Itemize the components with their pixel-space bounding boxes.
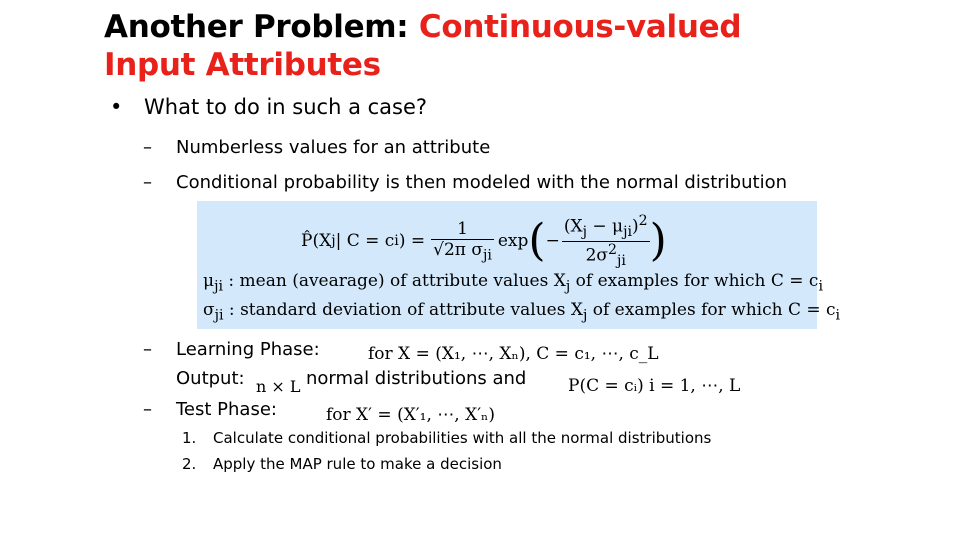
- test-phase-label: [176, 399, 277, 421]
- minus-sign: −: [545, 231, 560, 251]
- title-part1: Another Problem:: [104, 9, 419, 45]
- paren-open: (: [528, 215, 546, 266]
- gaussian-formula: [301, 209, 667, 273]
- formula-lhs: P̂(X: [301, 231, 332, 251]
- test-label: Test Phase: [176, 399, 271, 420]
- formula-box: [197, 201, 841, 329]
- step-number: 2.: [182, 455, 197, 473]
- fraction-denominator: [431, 240, 494, 263]
- learning-label: Learning Phase: [176, 339, 314, 360]
- paren-close: ): [649, 215, 667, 266]
- colon: :: [270, 399, 277, 420]
- bullet-text: What to do in such a case?: [144, 95, 428, 119]
- mu-sub: ji: [214, 278, 223, 295]
- ed3: ji: [617, 252, 626, 269]
- test-math: for X′ = (X′₁, ⋯, X′ₙ): [326, 405, 496, 425]
- mu-definition: [203, 271, 823, 294]
- output-label: Output:: [176, 368, 245, 389]
- output-math2: P(C = cᵢ) i = 1, ⋯, L: [568, 376, 741, 396]
- sigma-definition: [203, 300, 840, 323]
- sigma-text: : standard deviation of attribute values X: [223, 300, 583, 320]
- sigma-symbol: σ: [203, 300, 215, 320]
- ed2: 2: [607, 241, 617, 258]
- den-text: √2π σ: [433, 239, 483, 260]
- colon: :: [313, 339, 320, 360]
- sigma-sub: ji: [214, 307, 224, 324]
- mu-symbol: μ: [203, 271, 215, 291]
- en4: ji: [623, 224, 632, 241]
- exp-denominator: [562, 242, 650, 269]
- en5: ): [632, 217, 639, 238]
- title-accent-line2: Input Attributes: [104, 47, 381, 83]
- den-sub: ji: [482, 247, 492, 264]
- learning-phase-label: [176, 339, 320, 361]
- bullet-dot: •: [110, 95, 123, 119]
- title-accent: Continuous-valued: [418, 9, 742, 45]
- step-text: Calculate conditional probabilities with all the normal distributions: [213, 429, 712, 447]
- mu-x-sub: j: [565, 278, 571, 295]
- learning-math: for X = (X₁, ⋯, Xₙ), C = c₁, ⋯, c_L: [368, 344, 659, 364]
- mu-text: : mean (avearage) of attribute values X: [222, 271, 566, 291]
- subbullet-dash: –: [143, 172, 152, 193]
- subbullet-text: Conditional probability is then modeled with the normal distribution: [176, 172, 787, 193]
- step-number: 1.: [182, 429, 197, 447]
- subbullet-text: Numberless values for an attribute: [176, 137, 491, 158]
- formula-sub: j: [331, 233, 336, 249]
- output-math: n × L: [256, 377, 301, 396]
- phase-dash: –: [143, 339, 152, 360]
- formula-equals: ) =: [398, 231, 426, 251]
- mu-c-sub: i: [818, 278, 823, 295]
- exp-word: exp: [497, 231, 529, 251]
- exp-fraction: [562, 213, 650, 268]
- fraction-numerator: 1: [431, 219, 494, 240]
- phase-dash: –: [143, 399, 152, 420]
- en2: j: [582, 224, 587, 241]
- sigma-c-sub: i: [835, 307, 841, 324]
- exp-numerator: [562, 213, 650, 241]
- sigma-text2: of examples for which C = c: [587, 300, 836, 320]
- en3: − μ: [586, 217, 624, 238]
- formula-fraction: [431, 219, 494, 263]
- en1: (X: [563, 217, 583, 238]
- mu-text2: of examples for which C = c: [570, 271, 819, 291]
- en6: 2: [638, 213, 648, 230]
- output-text: normal distributions and: [306, 368, 527, 389]
- ed1: 2σ: [585, 245, 608, 266]
- subbullet-dash: –: [143, 137, 152, 158]
- formula-lhs-rest: | C = c: [335, 231, 395, 251]
- sigma-x-sub: j: [582, 307, 588, 324]
- formula-sub: i: [394, 233, 399, 249]
- step-text: Apply the MAP rule to make a decision: [213, 455, 502, 473]
- slide-title: [104, 8, 864, 84]
